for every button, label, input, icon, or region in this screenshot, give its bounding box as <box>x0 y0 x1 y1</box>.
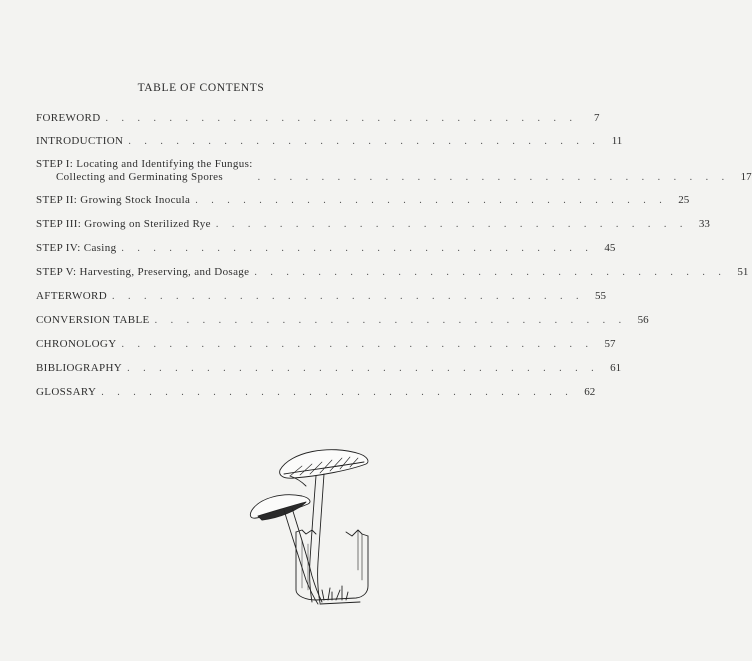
toc-entry-title-line1: BIBLIOGRAPHY <box>36 362 123 374</box>
toc-page-number: 51 <box>737 266 749 278</box>
dot-leader: . . . . . . . . . . . . . . . . . . . . . . . . . . . . . . <box>257 172 730 183</box>
dot-leader: . . . . . . . . . . . . . . . . . . . . . . . . . . . . . . <box>121 243 594 254</box>
toc-entry-title-line1: STEP II: Growing Stock Inocula <box>36 194 191 206</box>
toc-entry-title <box>36 386 96 399</box>
toc-entry-title <box>36 218 211 231</box>
toc-entry-title-line1: STEP I: Locating and Identifying the Fungus: <box>36 158 253 170</box>
dot-leader: . . . . . . . . . . . . . . . . . . . . . . . . . . . . . . <box>105 113 578 124</box>
toc-page-number: 55 <box>595 290 606 302</box>
toc-page-number: 62 <box>584 386 596 398</box>
toc-entry-title <box>36 362 122 375</box>
toc-page-number: 7 <box>594 112 600 124</box>
toc-entry-title-line1: AFTERWORD <box>36 290 107 302</box>
toc-entry-title <box>36 338 117 351</box>
toc-entry-title <box>36 266 249 279</box>
toc-page-number: 11 <box>611 135 623 147</box>
toc-entry-title-line1: INTRODUCTION <box>36 135 124 147</box>
toc-entry <box>36 266 749 279</box>
toc-entry <box>36 112 600 125</box>
toc-title: TABLE OF CONTENTS <box>137 82 265 94</box>
toc-entry-title-line1: FOREWORD <box>36 112 101 124</box>
mushroom-sketch-icon <box>250 440 380 615</box>
dot-leader: . . . . . . . . . . . . . . . . . . . . . . . . . . . . . . <box>254 267 727 278</box>
toc-entry <box>36 386 596 399</box>
dot-leader: . . . . . . . . . . . . . . . . . . . . . . . . . . . . . . <box>154 315 627 326</box>
toc-entry-title <box>36 194 190 207</box>
toc-entry-title-line1: GLOSSARY <box>36 386 97 398</box>
dot-leader: . . . . . . . . . . . . . . . . . . . . . . . . . . . . . . <box>112 291 584 302</box>
toc-page-number: 57 <box>604 338 616 350</box>
toc-entry <box>36 290 606 303</box>
toc-entry <box>36 314 649 327</box>
toc-entry-title-line1: STEP IV: Casing <box>36 242 117 254</box>
dot-leader: . . . . . . . . . . . . . . . . . . . . . . . . . . . . . . <box>127 363 600 374</box>
toc-entry-title <box>36 158 253 184</box>
toc-list <box>36 112 752 399</box>
toc-entry <box>36 242 616 255</box>
toc-entry-title <box>36 314 150 327</box>
toc-entry-title-line1: STEP V: Harvesting, Preserving, and Dosage <box>36 266 250 278</box>
toc-entry <box>36 338 616 351</box>
toc-page-number: 33 <box>698 218 710 230</box>
dot-leader: . . . . . . . . . . . . . . . . . . . . . . . . . . . . . . <box>215 219 688 230</box>
toc-entry <box>36 194 690 207</box>
toc-entry <box>36 158 752 184</box>
toc-entry-title-line1: CHRONOLOGY <box>36 338 117 350</box>
toc-page-number: 45 <box>604 242 616 254</box>
dot-leader: . . . . . . . . . . . . . . . . . . . . . . . . . . . . . . <box>121 339 594 350</box>
toc-entry <box>36 218 710 231</box>
toc-entry-title-line1: STEP III: Growing on Sterilized Rye <box>36 218 211 230</box>
dot-leader: . . . . . . . . . . . . . . . . . . . . . . . . . . . . . . <box>101 387 574 398</box>
toc-entry-title <box>36 290 107 303</box>
toc-entry <box>36 135 623 148</box>
toc-entry-title <box>36 112 101 125</box>
toc-entry-title-line2: Collecting and Germinating Spores <box>56 171 224 183</box>
toc-page-number: 25 <box>678 194 690 206</box>
toc-page-number: 61 <box>610 362 622 374</box>
toc-entry <box>36 362 622 375</box>
toc-page-number: 17 <box>740 171 752 183</box>
dot-leader: . . . . . . . . . . . . . . . . . . . . . . . . . . . . . . <box>195 195 668 206</box>
toc-page-number: 56 <box>637 314 649 326</box>
toc-entry-title <box>36 242 116 255</box>
toc-entry-title-line1: CONVERSION TABLE <box>36 314 150 326</box>
dot-leader: . . . . . . . . . . . . . . . . . . . . . . . . . . . . . . <box>128 136 601 147</box>
toc-entry-title <box>36 135 123 148</box>
